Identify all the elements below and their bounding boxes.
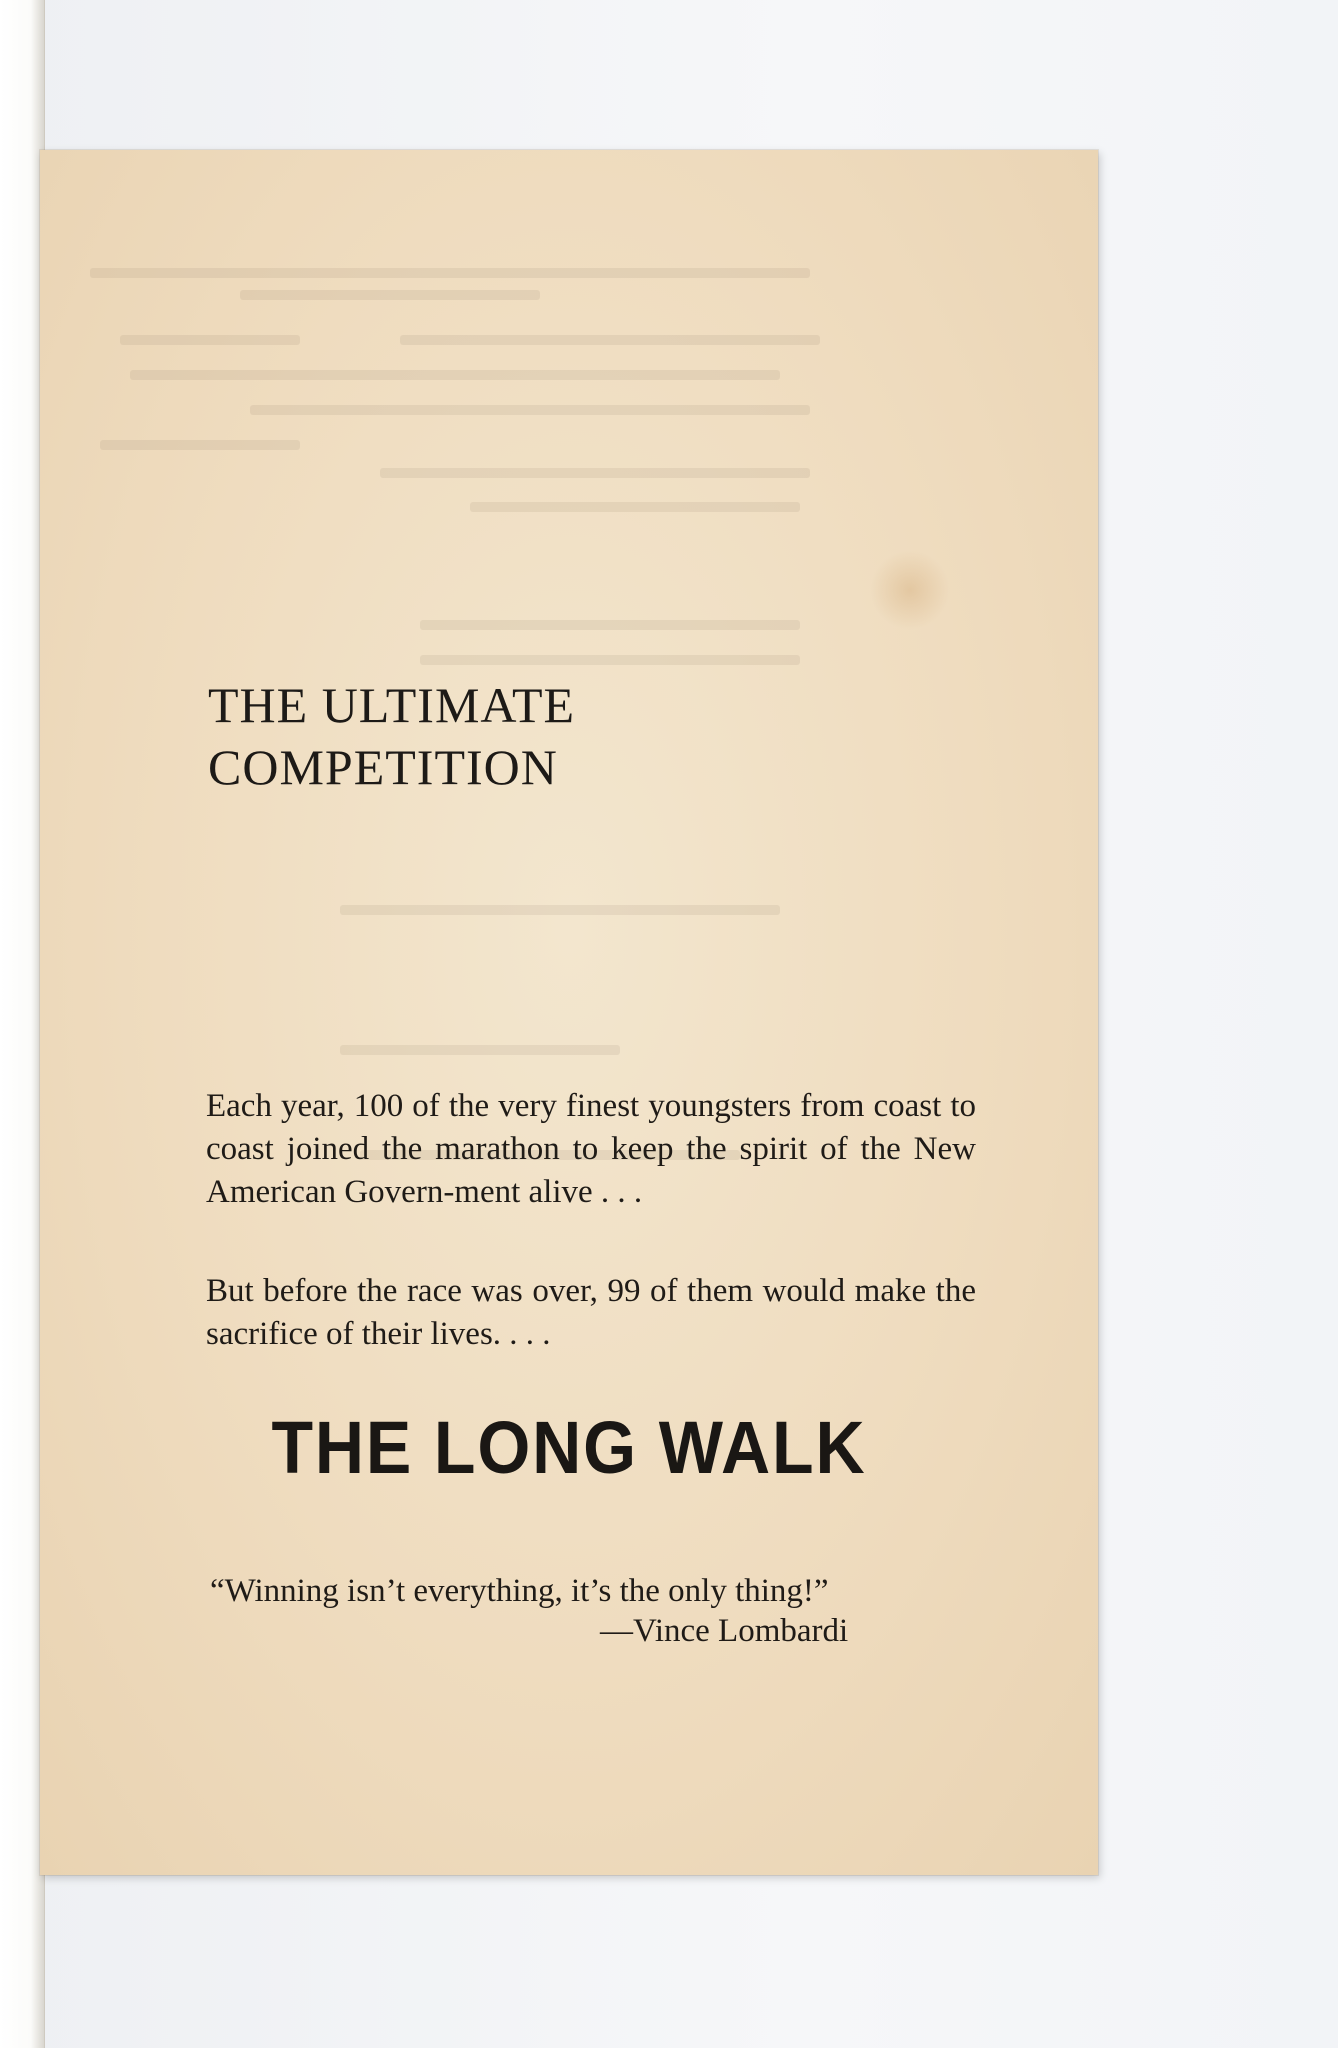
blurb-paragraph-1: Each year, 100 of the very finest youngsters from coast to coast joined the marathon to keep the spirit of the New American Govern-ment alive . . . xyxy=(206,1088,976,1210)
book-page xyxy=(40,150,1098,1875)
epigraph-quote: “Winning isn’t everything, it’s the only thing!” xyxy=(210,1573,829,1609)
epigraph-attribution: —Vince Lombardi xyxy=(600,1613,849,1649)
paper-stain xyxy=(870,550,950,630)
book-title: THE LONG WALK xyxy=(271,1406,867,1489)
previous-page-edge xyxy=(0,0,45,2048)
page-heading: THE ULTIMATE COMPETITION xyxy=(208,677,576,795)
blurb-paragraph-2: But before the race was over, 99 of them would make the sacrifice of their lives. . . . xyxy=(206,1273,976,1352)
